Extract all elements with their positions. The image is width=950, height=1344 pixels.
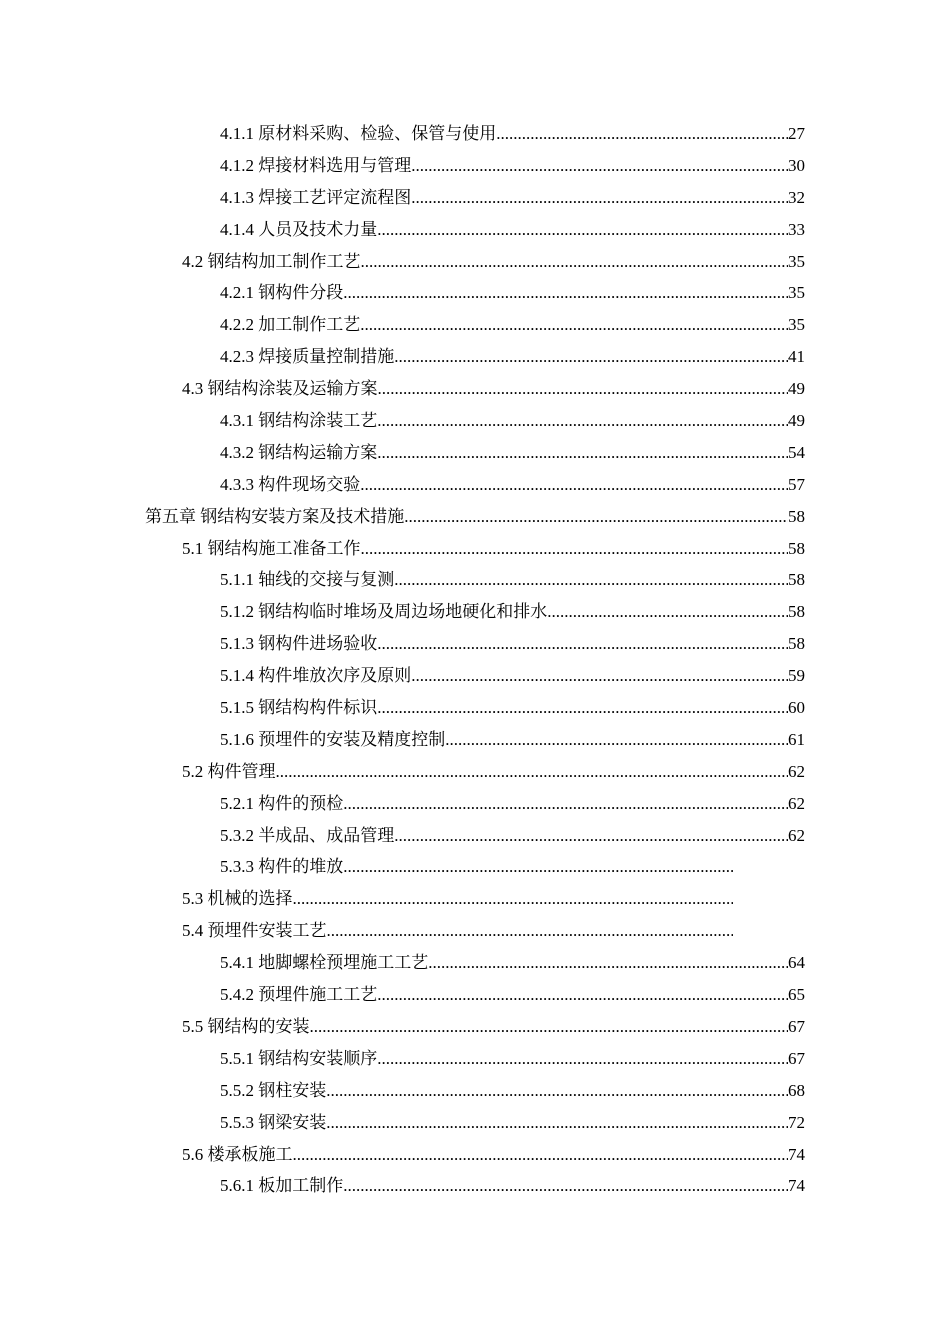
toc-entry-title: 5.1.2 钢结构临时堆场及周边场地硬化和排水: [220, 602, 548, 622]
toc-entry[interactable]: [0, 1107, 950, 1139]
toc-entry-title: 5.5.2 钢柱安装: [220, 1080, 327, 1100]
toc-entry-title: 5.4.2 预埋件施工工艺: [220, 985, 378, 1005]
toc-dot-leader: [343, 277, 788, 309]
toc-entry[interactable]: [0, 947, 950, 979]
toc-entry[interactable]: [0, 214, 950, 246]
toc-dot-leader: [411, 150, 788, 182]
toc-entry[interactable]: [0, 564, 950, 596]
toc-dot-leader: [377, 692, 788, 724]
toc-entry[interactable]: [0, 533, 950, 565]
toc-entry-title: 4.3.2 钢结构运输方案: [220, 442, 378, 462]
toc-entry-line: [220, 947, 805, 979]
toc-entry-title: 5.1 钢结构施工准备工作: [182, 538, 361, 558]
toc-entry-page-number: 59: [788, 666, 805, 686]
toc-entry-title: 4.3.3 构件现场交验: [220, 474, 361, 494]
toc-entry[interactable]: [0, 501, 950, 533]
toc-entry-title: 5.5.3 钢梁安装: [220, 1112, 327, 1132]
toc-entry-page-number: 54: [788, 442, 805, 462]
toc-dot-leader: [343, 1170, 788, 1202]
toc-entry-title: 5.2.1 构件的预检: [220, 793, 344, 813]
toc-entry-line: [220, 118, 805, 150]
toc-entry-title: 5.1.1 轴线的交接与复测: [220, 570, 395, 590]
toc-entry-title: 4.3.1 钢结构涂装工艺: [220, 411, 378, 431]
toc-dot-leader: [377, 405, 788, 437]
toc-entry-page-number: 64: [788, 953, 805, 973]
toc-entry-title: 5.3.3 构件的堆放: [220, 857, 344, 877]
toc-entry-title: 4.2.3 焊接质量控制措施: [220, 347, 395, 367]
toc-entry-title: 5.3.2 半成品、成品管理: [220, 825, 395, 845]
toc-entry-title: 4.3 钢结构涂装及运输方案: [182, 379, 378, 399]
toc-entry-line: [182, 373, 805, 405]
toc-dot-leader: [326, 1107, 788, 1139]
toc-entry-line: [220, 660, 805, 692]
toc-dot-leader: [547, 596, 788, 628]
toc-entry[interactable]: [0, 405, 950, 437]
toc-dot-leader: [411, 182, 788, 214]
toc-dot-leader: [276, 756, 789, 788]
toc-entry-line: [220, 692, 805, 724]
toc-entry-line: [182, 915, 733, 947]
toc-entry-page-number: 68: [788, 1080, 805, 1100]
toc-dot-leader: [360, 469, 788, 501]
toc-entry-line: [220, 1170, 805, 1202]
toc-entry-title: 4.2.2 加工制作工艺: [220, 315, 361, 335]
toc-dot-leader: [394, 341, 788, 373]
toc-dot-leader: [293, 1139, 789, 1171]
toc-entry[interactable]: [0, 469, 950, 501]
toc-entry-title: 4.1.4 人员及技术力量: [220, 219, 378, 239]
toc-entry-page-number: 67: [788, 1048, 805, 1068]
toc-entry-title: 5.1.4 构件堆放次序及原则: [220, 666, 412, 686]
toc-entry[interactable]: [0, 915, 950, 947]
toc-entry-line: [220, 788, 805, 820]
toc-dot-leader: [361, 246, 789, 278]
toc-entry[interactable]: [0, 246, 950, 278]
toc-entry[interactable]: [0, 628, 950, 660]
toc-dot-leader: [310, 1011, 789, 1043]
toc-entry[interactable]: [0, 788, 950, 820]
toc-entry-line: [220, 979, 805, 1011]
toc-entry-page-number: 41: [788, 347, 805, 367]
toc-entry-title: 5.2 构件管理: [182, 761, 276, 781]
toc-entry-title: 5.5 钢结构的安装: [182, 1016, 310, 1036]
toc-entry-line: [182, 533, 805, 565]
toc-entry[interactable]: [0, 596, 950, 628]
toc-dot-leader: [411, 660, 788, 692]
toc-entry[interactable]: [0, 373, 950, 405]
toc-entry-title: 5.6.1 板加工制作: [220, 1176, 344, 1196]
toc-entry[interactable]: [0, 851, 950, 883]
toc-entry-line: [145, 501, 805, 533]
toc-entry-line: [182, 1139, 805, 1171]
toc-entry-page-number: 35: [788, 315, 805, 335]
toc-entry-page-number: 49: [788, 411, 805, 431]
toc-dot-leader: [377, 437, 788, 469]
toc-entry-line: [220, 341, 805, 373]
toc-entry-line: [220, 1107, 805, 1139]
toc-entry-line: [220, 724, 805, 756]
toc-entry-line: [220, 309, 805, 341]
toc-entry[interactable]: [0, 724, 950, 756]
toc-entry-title: 4.1.1 原材料采购、检验、保管与使用: [220, 124, 497, 143]
toc-entry-title: 4.2.1 钢构件分段: [220, 283, 344, 303]
toc-entry[interactable]: [0, 277, 950, 309]
toc-entry-line: [220, 628, 805, 660]
toc-entry-page-number: 58: [788, 634, 805, 654]
toc-entry-page-number: 57: [788, 474, 805, 494]
toc-entry-page-number: 62: [788, 761, 805, 781]
toc-entry-page-number: 58: [788, 570, 805, 590]
toc-dot-leader: [361, 533, 789, 565]
toc-entry-page-number: 60: [788, 698, 805, 718]
toc-entry-line: [220, 405, 805, 437]
toc-entry-page-number: 67: [788, 1016, 805, 1036]
toc-entry-page-number: 32: [788, 187, 805, 207]
toc-dot-leader: [445, 724, 788, 756]
toc-entry-page-number: 35: [788, 251, 805, 271]
toc-entry-line: [220, 851, 733, 883]
toc-dot-leader: [377, 979, 788, 1011]
toc-dot-leader: [293, 883, 734, 915]
toc-entry-line: [182, 1011, 805, 1043]
toc-entry-line: [220, 1075, 805, 1107]
toc-entry-page-number: 74: [788, 1176, 805, 1196]
toc-dot-leader: [496, 118, 788, 150]
toc-entry-title: 5.6 楼承板施工: [182, 1144, 293, 1164]
toc-dot-leader: [394, 564, 788, 596]
toc-entry-page-number: 33: [788, 219, 805, 239]
toc-dot-leader: [377, 1043, 788, 1075]
toc-entry[interactable]: [0, 820, 950, 852]
toc-entry-line: [220, 1043, 805, 1075]
toc-entry[interactable]: [0, 437, 950, 469]
toc-entry[interactable]: [0, 883, 950, 915]
toc-entry-title: 5.1.5 钢结构构件标识: [220, 698, 378, 718]
toc-entry-page-number: 72: [788, 1112, 805, 1132]
toc-dot-leader: [378, 373, 789, 405]
table-of-contents: [0, 118, 950, 1202]
toc-entry-page-number: 62: [788, 825, 805, 845]
toc-entry-line: [220, 182, 805, 214]
toc-entry-line: [220, 277, 805, 309]
toc-dot-leader: [343, 851, 733, 883]
toc-entry[interactable]: [0, 1075, 950, 1107]
toc-entry-line: [220, 437, 805, 469]
toc-entry-title: 5.3 机械的选择: [182, 889, 293, 909]
toc-entry-page-number: 58: [788, 506, 805, 526]
toc-entry-title: 5.1.3 钢构件进场验收: [220, 634, 378, 654]
toc-entry-line: [182, 246, 805, 278]
toc-dot-leader: [404, 501, 788, 533]
toc-dot-leader: [428, 947, 788, 979]
toc-dot-leader: [377, 628, 788, 660]
toc-entry[interactable]: [0, 309, 950, 341]
toc-entry-title: 5.1.6 预埋件的安装及精度控制: [220, 729, 446, 749]
toc-entry[interactable]: [0, 660, 950, 692]
toc-entry-title: 5.4.1 地脚螺栓预埋施工工艺: [220, 953, 429, 973]
toc-entry-line: [182, 883, 733, 915]
toc-entry-line: [182, 756, 805, 788]
toc-dot-leader: [343, 788, 788, 820]
toc-entry-title: 4.1.3 焊接工艺评定流程图: [220, 187, 412, 207]
toc-entry-line: [220, 150, 805, 182]
toc-entry-line: [220, 596, 805, 628]
toc-dot-leader: [394, 820, 788, 852]
toc-entry[interactable]: [0, 150, 950, 182]
toc-entry-line: [220, 564, 805, 596]
toc-entry-page-number: 74: [788, 1144, 805, 1164]
toc-entry-page-number: 27: [788, 124, 805, 143]
toc-entry-line: [220, 820, 805, 852]
toc-entry[interactable]: [0, 1011, 950, 1043]
toc-entry-page-number: 49: [788, 379, 805, 399]
toc-dot-leader: [360, 309, 788, 341]
toc-entry[interactable]: [0, 1043, 950, 1075]
toc-dot-leader: [326, 1075, 788, 1107]
toc-entry[interactable]: [0, 1139, 950, 1171]
toc-entry-page-number: 62: [788, 793, 805, 813]
toc-entry-title: 5.4 预埋件安装工艺: [182, 921, 327, 941]
toc-entry[interactable]: [0, 182, 950, 214]
toc-entry-title: 4.2 钢结构加工制作工艺: [182, 251, 361, 271]
toc-entry-page-number: 30: [788, 155, 805, 175]
toc-entry-line: [220, 469, 805, 501]
toc-entry[interactable]: [0, 979, 950, 1011]
toc-entry-title: 4.1.2 焊接材料选用与管理: [220, 155, 412, 175]
toc-entry-page-number: 35: [788, 283, 805, 303]
toc-entry-title: 5.5.1 钢结构安装顺序: [220, 1048, 378, 1068]
toc-entry-page-number: 65: [788, 985, 805, 1005]
toc-entry-line: [220, 214, 805, 246]
toc-entry[interactable]: [0, 756, 950, 788]
toc-entry-page-number: 58: [788, 602, 805, 622]
toc-entry-page-number: 61: [788, 729, 805, 749]
toc-entry[interactable]: [0, 118, 950, 150]
toc-entry-title: 第五章 钢结构安装方案及技术措施: [145, 506, 405, 526]
toc-dot-leader: [377, 214, 788, 246]
toc-dot-leader: [327, 915, 734, 947]
toc-entry-page-number: 58: [788, 538, 805, 558]
toc-entry[interactable]: [0, 692, 950, 724]
toc-entry[interactable]: [0, 1170, 950, 1202]
toc-entry[interactable]: [0, 341, 950, 373]
